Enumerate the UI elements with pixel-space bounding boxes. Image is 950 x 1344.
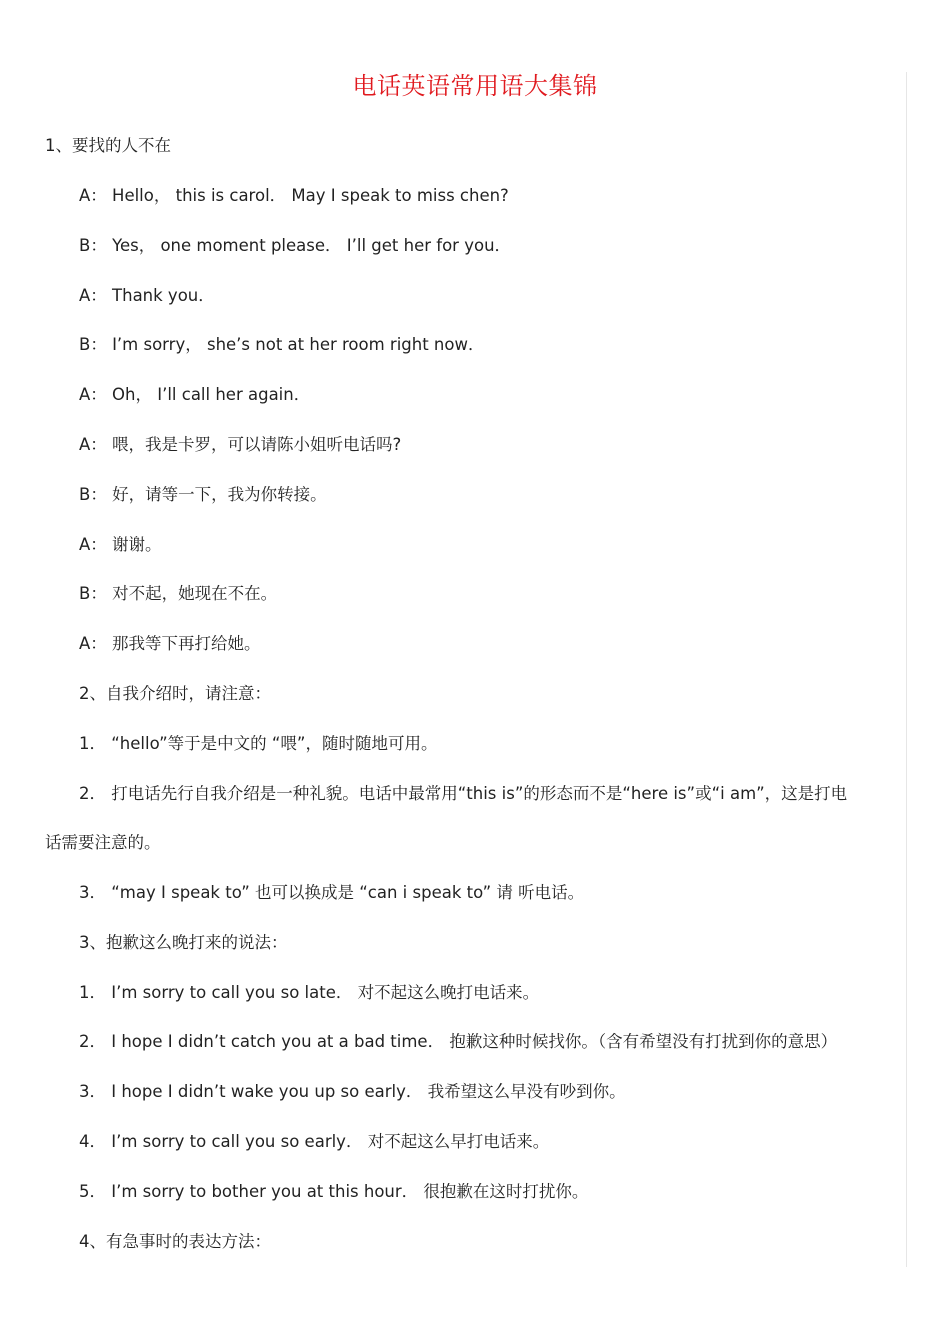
dialogue-line: A： 谢谢。 (79, 535, 162, 554)
dialogue-line: A： Hello， this is carol． May I speak to miss chen? (79, 186, 509, 205)
list-item: 2． I hope I didn’t catch you at a bad time． 抱歉这种时候找你。（含有希望没有打扰到你的意思） (79, 1032, 838, 1051)
dialogue-line: A： 那我等下再打给她。 (79, 634, 261, 653)
section-heading-4: 4、有急事时的表达方法： (79, 1232, 271, 1251)
list-item: 3． “may I speak to” 也可以换成是 “can i speak to” 请 听电话。 (79, 883, 585, 902)
dialogue-line: B： I’m sorry， she’s not at her room right now． (79, 335, 485, 354)
section-heading-2: 2、自我介绍时，请注意： (79, 684, 271, 703)
list-item: 4． I’m sorry to call you so early． 对不起这么早打电话来。 (79, 1132, 550, 1151)
list-item: 1． “hello”等于是中文的 “喂”，随时随地可用。 (79, 734, 438, 753)
dialogue-line: A： Thank you． (79, 286, 215, 305)
section-heading-3: 3、抱歉这么晚打来的说法： (79, 933, 288, 952)
dialogue-line: B： 对不起，她现在不在。 (79, 584, 278, 603)
dialogue-line: B： Yes， one moment please． I’ll get her for you． (79, 236, 512, 255)
dialogue-line: A： 喂，我是卡罗，可以请陈小姐听电话吗? (79, 435, 402, 454)
document-title: 电话英语常用语大集锦 (352, 72, 598, 100)
page-right-rule (906, 72, 907, 1267)
dialogue-line: A： Oh， I’ll call her again． (79, 385, 311, 404)
list-item: 2． 打电话先行自我介绍是一种礼貌。电话中最常用“this is”的形态而不是“here is”或“i am”，这是打电 (79, 784, 848, 803)
list-item: 3． I hope I didn’t wake you up so early． 我希望这么早没有吵到你。 (79, 1082, 626, 1101)
list-item-continuation: 话需要注意的。 (45, 833, 161, 852)
section-heading-1: 1、要找的人不在 (45, 136, 171, 155)
dialogue-line: B： 好，请等一下，我为你转接。 (79, 485, 327, 504)
list-item: 1． I’m sorry to call you so late． 对不起这么晚打电话来。 (79, 983, 540, 1002)
list-item: 5． I’m sorry to bother you at this hour． 很抱歉在这时打扰你。 (79, 1182, 589, 1201)
